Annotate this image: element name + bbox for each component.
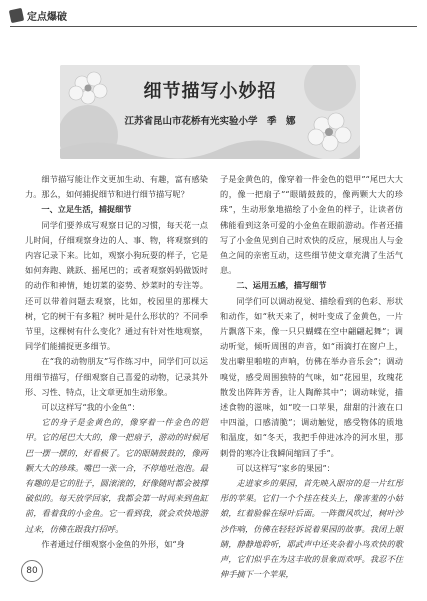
section-tag <box>10 7 67 23</box>
left-column <box>25 172 208 552</box>
page-number: 80 <box>21 560 43 582</box>
paragraph: 同学们要养成写观察日记的习惯，每天花一点儿时间，仔细观察身边的人、事、物，将观察到的内容记录下来。比如，观察小狗玩耍的样子，它是如何奔跑、跳跃、摇尾巴的；或者观察妈妈做饭时的动作和神情，她切菜的姿势、炒菜时的专注等。还可以带着问题去观察，比如，校园里的那棵大树，它的树干有多粗？树叶是什么形状的？不同季节里，这棵树有什么变化？通过有针对性地观察，同学们能捕捉更多细节。 <box>25 219 208 352</box>
example-passage: 走进家乡的果园，首先映入眼帘的是一片红彤彤的苹果。它们一个个挂在枝头上，像害羞的小姑娘，红着脸躲在绿叶后面。一阵微风吹过，树叶沙沙作响，仿佛在轻轻诉说着果园的故事。我闭上眼睛，静静地聆听，耶武声中还夹杂着小鸟欢快的歌声，它们似乎在为这丰收的景象而欢呼。我忍不住伸手摘下一个苹果， <box>220 478 403 580</box>
paragraph: 在“我的动物朋友”写作练习中，同学们可以运用细节描写，仔细观察自己喜爱的动物，记录其外形、习性、特点，让文章更加生动形象。 <box>25 356 208 397</box>
article-title: 细节描写小妙招 <box>143 81 277 102</box>
paragraph: 可以这样写“家乡的果园”： <box>236 462 335 473</box>
title-banner <box>60 65 360 159</box>
right-column <box>220 172 403 582</box>
example-passage: 它的身子是金黄色的，像穿着一件金色的铠甲。它的尾巴大大的，像一把扇子，游动的时候尾巴一摆一摆的，好看极了。它的眼睛鼓鼓的，像两颗大大的珍珠。嘴巴一张一合，不停地吐泡泡。最有趣的是它的肚子，圆滚滚的，好像随时都会被撑破似的。每天放学回家，我都会第一时间来到鱼缸前，看着我的小金鱼。它一看到我，就会欢快地游过来，仿佛在跟我打招呼。 <box>25 417 208 534</box>
section-heading: 二、运用五感，描写细节 <box>236 280 327 291</box>
header-rule <box>10 26 417 27</box>
section-label: 定点爆破 <box>27 11 67 23</box>
paragraph: 可以这样写“我的小金鱼”： <box>41 402 140 413</box>
section-heading: 一、立足生活，捕捉细节 <box>41 204 132 215</box>
paragraph: 子是金黄色的，像穿着一件金色的铠甲”“尾巴大大的，像一把扇子”“眼睛鼓鼓的，像两颗大大的珍珠”，生动形象地描绘了小金鱼的样子，让读者仿佛能看到这条可爱的小金鱼在眼前游动。作者还描写了小金鱼见到自己时欢快的反应，展现出人与金鱼之间的亲密互动，这些细节使文章充满了生活气息。 <box>220 174 403 276</box>
author-byline: 江苏省昆山市花桥有光实验小学 季 娜 <box>124 116 296 127</box>
paragraph: 同学们可以调动视觉、描绘看到的色彩、形状和动作，如“秋天来了，树叶变成了金黄色，一片片飘落下来，像一只只蝴蝶在空中翩翩起舞”；调动听觉，倾听周围的声音，如“雨滴打在窗户上，发出噼里啪啦的声响，仿佛在举办音乐会”；调动嗅觉，感受周围独特的气味，如“花园里，玫瑰花散发出阵阵芳香，让人陶醉其中”；调动味觉，描述食物的滋味，如“咬一口苹果，甜甜的汁液在口中四溢，口感清脆”；调动触觉，感受物体的质地和温度，如“冬天，我把手伸进冰冷的河水里，那刺骨的寒冷让我瞬间缩回了手”。 <box>220 295 403 458</box>
paragraph: 细节描写能让作文更加生动、有趣，富有感染力。那么，如何捕捉细节和进行细节描写呢？ <box>25 174 208 200</box>
paragraph: 作者通过仔细观察小金鱼的外形，如“身 <box>41 538 185 549</box>
tag-icon <box>9 7 24 22</box>
